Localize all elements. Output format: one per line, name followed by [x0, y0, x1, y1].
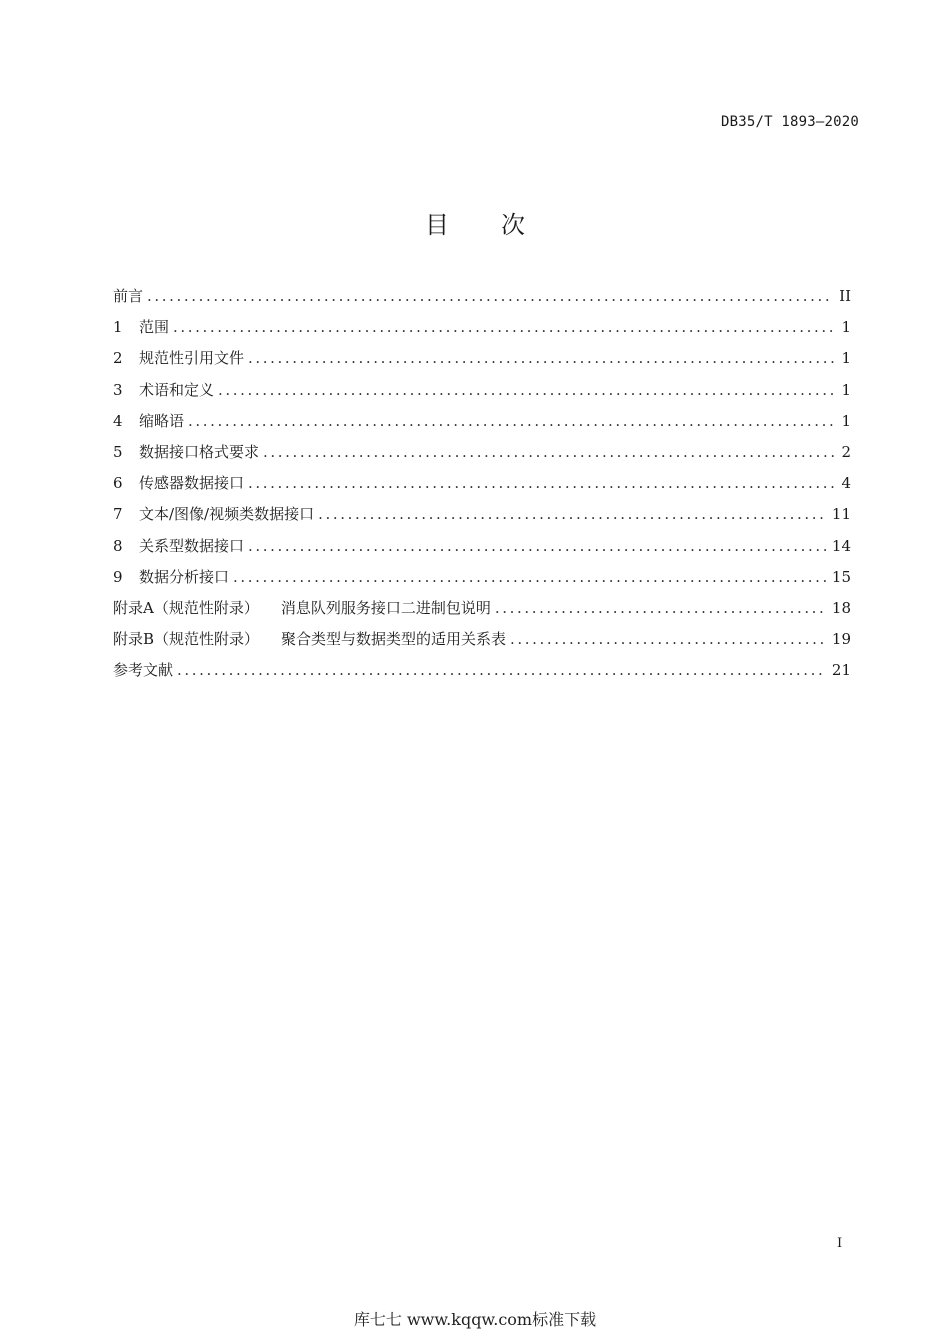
title-char-1: 目	[425, 211, 449, 239]
leader-dots	[218, 379, 835, 401]
toc-entry-bibliography[interactable]	[113, 659, 851, 690]
toc-entry-appendix-prefix: 附录B（规范性附录）	[113, 630, 260, 649]
toc-entry-label: 范围	[139, 318, 170, 337]
title-char-2: 次	[501, 211, 525, 239]
toc-entry-number: 4	[113, 411, 123, 430]
toc-entry-abbreviations[interactable]	[113, 410, 851, 441]
table-of-contents	[113, 285, 851, 690]
leader-dots	[248, 472, 835, 494]
toc-entry-normative-references[interactable]	[113, 347, 851, 378]
leader-dots	[147, 285, 833, 307]
toc-entry-label: 聚合类型与数据类型的适用关系表	[281, 630, 507, 649]
toc-entry-data-interface-format[interactable]	[113, 441, 851, 472]
leader-dots	[233, 566, 826, 588]
toc-entry-page: 4	[841, 474, 851, 493]
toc-entry-label: 传感器数据接口	[139, 474, 245, 493]
toc-entry-page: 2	[841, 442, 851, 461]
toc-entry-page: 15	[831, 567, 851, 586]
toc-entry-appendix-b[interactable]	[113, 628, 851, 659]
leader-dots	[173, 316, 835, 338]
toc-entry-label: 数据分析接口	[139, 567, 230, 586]
document-code: DB35/T 1893—2020	[720, 114, 859, 130]
toc-entry-label: 缩略语	[139, 411, 185, 430]
toc-entry-page: 21	[831, 661, 851, 680]
toc-entry-terms-definitions[interactable]	[113, 379, 851, 410]
toc-entry-scope[interactable]	[113, 316, 851, 347]
toc-entry-page: II	[839, 287, 851, 305]
leader-dots	[177, 659, 826, 681]
toc-entry-label: 前言	[113, 287, 144, 305]
toc-entry-number: 1	[113, 318, 123, 337]
toc-entry-number: 2	[113, 349, 123, 368]
toc-entry-label: 规范性引用文件	[139, 349, 245, 368]
toc-entry-media-interface[interactable]	[113, 503, 851, 534]
toc-entry-page: 1	[841, 318, 851, 337]
toc-entry-number: 9	[113, 567, 123, 586]
toc-entry-analysis-interface[interactable]	[113, 566, 851, 597]
toc-entry-page: 11	[831, 505, 851, 524]
toc-entry-page: 14	[831, 536, 851, 555]
toc-entry-number: 8	[113, 536, 123, 555]
leader-dots	[263, 441, 835, 463]
toc-entry-label: 关系型数据接口	[139, 536, 245, 555]
toc-entry-label: 消息队列服务接口二进制包说明	[280, 598, 491, 617]
toc-entry-page: 1	[841, 349, 851, 368]
toc-entry-foreword[interactable]	[113, 285, 851, 316]
page-title	[0, 205, 950, 240]
toc-entry-sensor-interface[interactable]	[113, 472, 851, 503]
toc-entry-page: 19	[831, 630, 851, 649]
leader-dots	[248, 535, 826, 557]
leader-dots	[510, 628, 826, 650]
footer-watermark: 库七七 www.kqqw.com标准下载	[353, 1310, 597, 1329]
toc-entry-label: 参考文献	[113, 661, 174, 680]
toc-entry-number: 5	[113, 442, 123, 461]
toc-entry-number: 6	[113, 474, 123, 493]
toc-entry-page: 1	[841, 380, 851, 399]
leader-dots	[495, 597, 826, 619]
toc-entry-page: 1	[841, 411, 851, 430]
toc-entry-label: 文本/图像/视频类数据接口	[139, 505, 315, 524]
toc-entry-relational-interface[interactable]	[113, 535, 851, 566]
toc-entry-number: 3	[113, 380, 123, 399]
toc-entry-appendix-a[interactable]	[113, 597, 851, 628]
toc-entry-number: 7	[113, 505, 123, 524]
page-number: I	[837, 1236, 843, 1251]
toc-entry-label: 术语和定义	[139, 380, 215, 399]
toc-entry-label: 数据接口格式要求	[139, 442, 260, 461]
leader-dots	[188, 410, 835, 432]
leader-dots	[318, 503, 826, 525]
toc-entry-appendix-prefix: 附录A（规范性附录）	[113, 598, 259, 617]
toc-entry-page: 18	[831, 598, 851, 617]
leader-dots	[248, 347, 835, 369]
